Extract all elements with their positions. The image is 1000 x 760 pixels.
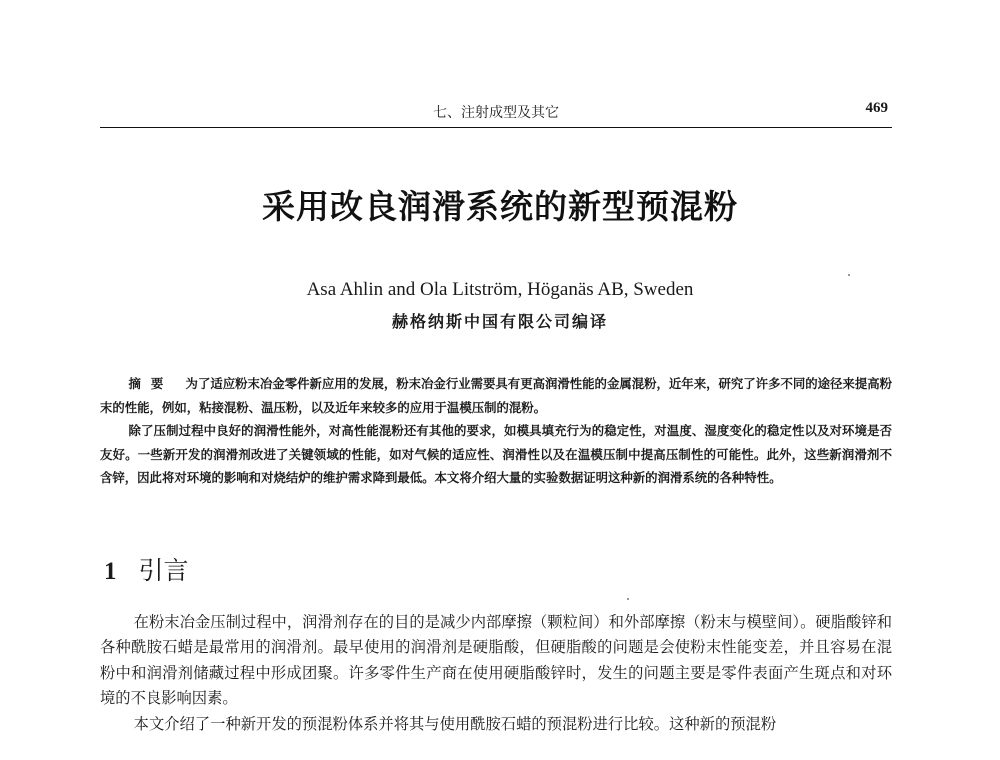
scan-speck <box>627 598 629 600</box>
section-title: 引言 <box>138 556 189 585</box>
body-paragraph-1: 在粉末冶金压制过程中，润滑剂存在的目的是减少内部摩擦（颗粒间）和外部摩擦（粉末与模壁间）。硬脂酸锌和各种酰胺石蜡是最常用的润滑剂。最早使用的润滑剂是硬脂酸，但硬脂酸的问题是会使粉末性能变差，并且容易在混粉中和润滑剂储藏过程中形成团聚。许多零件生产商在使用硬脂酸锌时，发生的问题主要是零件表面产生斑点和对环境的不良影响因素。 <box>100 613 892 708</box>
abstract-paragraph-1 <box>100 372 892 419</box>
abstract-label: 摘要 <box>128 376 174 391</box>
running-header <box>100 98 892 128</box>
authors-line: Asa Ahlin and Ola Litström, Höganäs AB, Sweden <box>306 279 694 300</box>
scan-speck <box>848 274 850 276</box>
abstract-paragraph-2: 除了压制过程中良好的润滑性能外，对高性能混粉还有其他的要求，如模具填充行为的稳定性，对温度、湿度变化的稳定性以及对环境是否友好。一些新开发的润滑剂改进了关键领域的性能，如对气候的适应性、润滑性以及在温模压制中提高压制性的可能性。此外，这些新润滑剂不含锌，因此将对环境的影响和对烧结炉的维护需求降到最低。本文将介绍大量的实验数据证明这种新的润滑系统的各种特性。 <box>100 423 892 486</box>
body-paragraph-2: 本文介绍了一种新开发的预混粉体系并将其与使用酰胺石蜡的预混粉进行比较。这种新的预混粉 <box>133 714 777 733</box>
abstract-paragraph-1-text: 为了适应粉末冶金零件新应用的发展，粉末冶金行业需要具有更高润滑性能的金属混粉，近年来，研究了许多不同的途径来提高粉末的性能，例如，粘接混粉、温压粉，以及近年来较多的应用于温模压制的混粉。 <box>100 376 893 415</box>
body-text <box>100 610 892 737</box>
page-number: 469 <box>865 100 888 116</box>
translator-line: 赫格纳斯中国有限公司编译 <box>391 312 608 331</box>
abstract <box>100 372 892 490</box>
running-header-section: 七、注射成型及其它 <box>433 105 559 121</box>
section-heading <box>104 551 189 587</box>
header-rule <box>100 127 892 128</box>
section-number: 1 <box>104 558 117 585</box>
paper-title: 采用改良润滑系统的新型预混粉 <box>262 187 738 226</box>
